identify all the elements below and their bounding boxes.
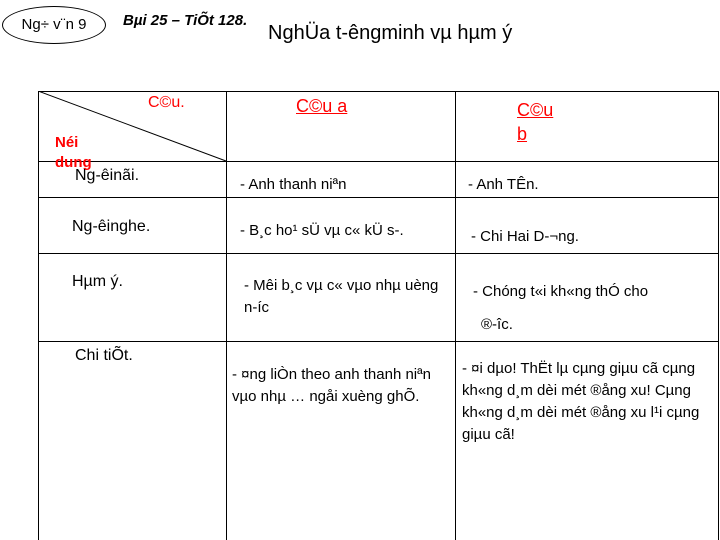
lesson-number: Bµi 25 – TiÕt 128. <box>123 12 248 29</box>
row-label-implicature: Hµm ý. <box>72 273 123 290</box>
cell-a-speaker: - Anh thanh niªn <box>240 176 347 193</box>
cell-a-implicature: - Mêi b¸c vµ c« vµo nhµ uèng n-íc <box>244 277 439 316</box>
row-label-listener: Ng-êinghe. <box>72 218 151 235</box>
table-row-divider <box>38 253 718 254</box>
cell-a-listener: - B¸c ho¹ sÜ vµ c« kÜ s-. <box>240 222 404 239</box>
column-header-b-line2: b <box>517 124 528 144</box>
cell-b-implicature-line2: ®-îc. <box>481 316 513 333</box>
table-row-divider <box>38 197 718 198</box>
class-badge: Ng÷ v¨n 9 <box>2 6 106 44</box>
table-col-divider <box>455 91 456 540</box>
page-title: NghÜa t-êngminh vµ hµm ý <box>268 22 513 44</box>
corner-label-content: Néi dung <box>55 134 92 171</box>
table-right-border <box>718 91 719 540</box>
cell-b-implicature: - Chóng t«i kh«ng thÓ cho <box>473 283 649 300</box>
row-label-detail: Chi tiÕt. <box>75 347 133 364</box>
cell-b-speaker: - Anh TÊn. <box>468 176 539 193</box>
cell-b-listener: - Chi Hai D-¬ng. <box>471 228 579 245</box>
table-row-divider <box>38 341 718 342</box>
column-header-b: C©u <box>517 100 554 120</box>
column-header-a: C©u a <box>296 96 348 116</box>
corner-label-sentence: C©u. <box>148 94 185 111</box>
row-label-speaker: Ng-êinãi. <box>75 167 140 184</box>
cell-a-detail: - ¤ng liÒn theo anh thanh niªn vµo nhµ … ngåi xuèng ghÕ. <box>232 366 432 405</box>
cell-b-detail: - ¤i dµo! ThËt lµ cµng giµu cã cµng kh«ng d¸m dèi mét ®ång xu! Cµng kh«ng d¸m dèi mét ®ång xu l¹i cµng giµu cã! <box>462 360 700 443</box>
